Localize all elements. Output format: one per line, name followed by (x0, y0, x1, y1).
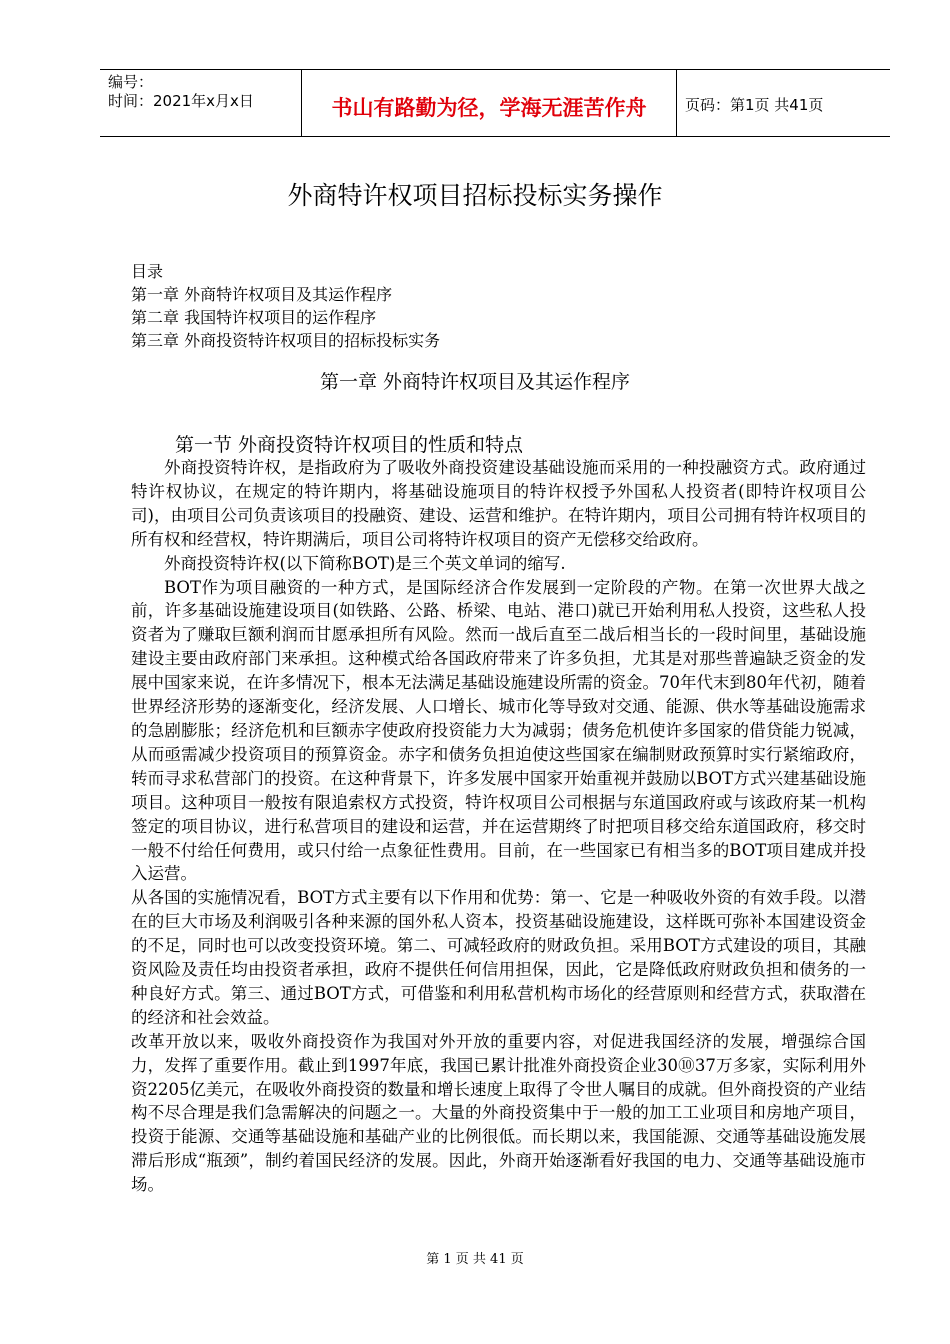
paragraph: BOT作为项目融资的一种方式，是国际经济合作发展到一定阶段的产物。在第一次世界大战之前，许多基础设施建设项目(如铁路、公路、桥梁、电站、港口)就已开始利用私人投资，这些私人投资者为了赚取巨额利润而甘愿承担所有风险。然而一战后直至二战后相当长的一段时间里，基础设施建设主要由政府部门来承担。这种模式给各国政府带来了许多负担，尤其是对那些普遍缺乏资金的发展中国家来说，在许多情况下，根本无法满足基础设施建设所需的资金。70年代末到80年代初，随着世界经济形势的逐渐变化，经济发展、人口增长、城市化等导致对交通、能源、供水等基础设施需求的急剧膨胀；经济危机和巨额赤字使政府投资能力大为减弱；债务危机使许多国家的借贷能力锐减，从而亟需减少投资项目的预算资金。赤字和债务负担迫使这些国家在编制财政预算时实行紧缩政府，转而寻求私营部门的投资。在这种背景下，许多发展中国家开始重视并鼓励以BOT方式兴建基础设施项目。这种项目一般按有限追索权方式投资，特许权项目公司根据与东道国政府或与该政府某一机构签定的项目协议，进行私营项目的建设和运营，并在运营期终了时把项目移交给东道国政府，移交时一般不付给任何费用，或只付给一点象征性费用。目前，在一些国家已有相当多的BOT项目建成并投入运营。 (131, 577, 866, 884)
header-motto-cell (302, 70, 677, 136)
section-title: 第一节 外商投资特许权项目的性质和特点 (175, 434, 524, 456)
page-footer: 第 1 页 共 41 页 (426, 1252, 524, 1267)
toc-item: 第三章 外商投资特许权项目的招标投标实务 (131, 331, 441, 350)
header-motto: 书山有路勤为径，学海无涯苦作舟 (331, 95, 647, 120)
paragraph: 从各国的实施情况看，BOT方式主要有以下作用和优势：第一、它是一种吸收外资的有效手段。以潜在的巨大市场及利润吸引各种来源的国外私人资本，投资基础设施建设，这样既可弥补本国建设资金的不足，同时也可以改变投资环境。第二、可减轻政府的财政负担。采用BOT方式建设的项目，其融资风险及责任均由投资者承担，政府不提供任何信用担保，因此，它是降低政府财政负担和债务的一种良好方式。第三、通过BOT方式，可借鉴和利用私营机构市场化的经营原则和经营方式，获取潜在的经济和社会效益。 (131, 888, 866, 1027)
paragraph: 外商投资特许权(以下简称BOT)是三个英文单词的缩写. (164, 553, 566, 573)
chapter-title: 第一章 外商特许权项目及其运作程序 (319, 371, 631, 393)
header-page-cell (677, 70, 890, 136)
document-number: 编号： (108, 73, 154, 91)
header-info-cell (100, 70, 302, 136)
document-title: 外商特许权项目招标投标实务操作 (287, 181, 663, 210)
paragraph: 外商投资特许权，是指政府为了吸收外商投资建设基础设施而采用的一种投融资方式。政府通过特许权协议，在规定的特许期内，将基础设施项目的特许权授予外国私人投资者(即特许权项目公司)，由项目公司负责该项目的投融资、建设、运营和维护。在特许期内，项目公司拥有特许权项目的所有权和经营权，特许期满后，项目公司将特许权项目的资产无偿移交给政府。 (131, 458, 866, 549)
paragraph: 改革开放以来，吸收外商投资作为我国对外开放的重要内容，对促进我国经济的发展，增强综合国力，发挥了重要作用。截止到1997年底，我国已累计批准外商投资企业30⑩37万多家，实际利用外资2205亿美元，在吸收外商投资的数量和增长速度上取得了令世人嘱目的成就。但外商投资的产业结构不尽合理是我们急需解决的问题之一。大量的外商投资集中于一般的加工工业项目和房地产项目，投资于能源、交通等基础设施和基础产业的比例很低。而长期以来，我国能源、交通等基础设施发展滞后形成“瓶颈”，制约着国民经济的发展。因此，外商开始逐渐看好我国的电力、交通等基础设施市场。 (131, 1031, 866, 1195)
table-of-contents (131, 260, 440, 352)
toc-heading: 目录 (131, 262, 164, 281)
header-table (100, 69, 890, 137)
body-text (131, 456, 866, 1197)
toc-item: 第一章 外商特许权项目及其运作程序 (131, 285, 393, 304)
toc-item: 第二章 我国特许权项目的运作程序 (131, 308, 377, 327)
document-time: 时间：2021年x月x日 (108, 92, 254, 110)
header-page-number: 页码：第1页 共41页 (685, 96, 824, 114)
